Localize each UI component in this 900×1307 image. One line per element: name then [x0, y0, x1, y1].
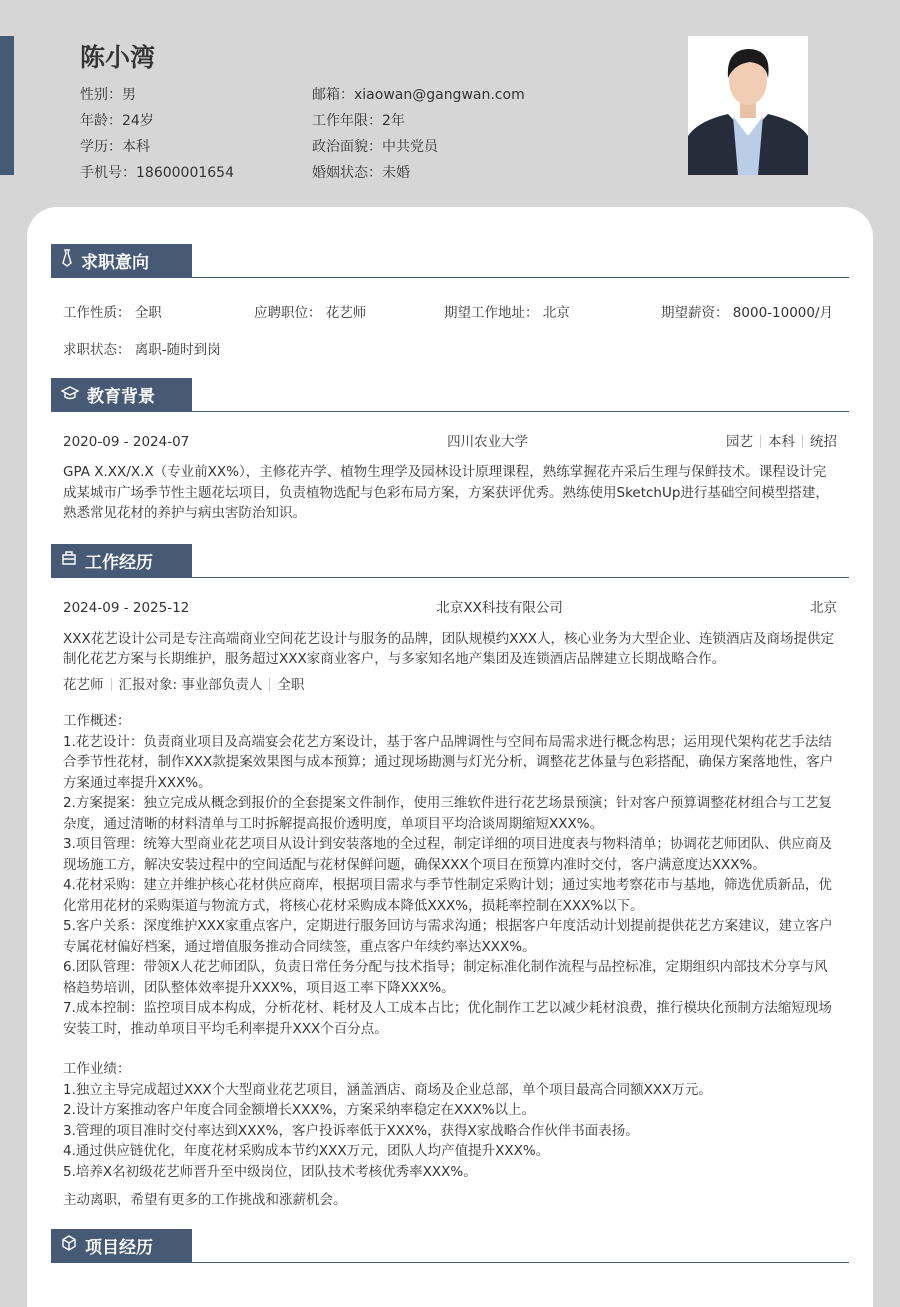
company-intro: XXX花艺设计公司是专注高端商业空间花艺设计与服务的品牌，团队规模约XXX人，核心业务为大型企业、连锁酒店及商场提供定制化花艺方案与长期维护，服务超过XXX家商业客户，与多家知名地产集团及连锁酒店品牌建立长期战略合作。	[63, 630, 834, 667]
achievement-item: 1.独立主导完成超过XXX个大型商业花艺项目，涵盖酒店、商场及企业总部，单个项目最高合同额XXX万元。	[63, 1081, 712, 1098]
section-header-education	[51, 378, 849, 412]
intention-type: 工作性质： 全职	[63, 305, 162, 321]
achievements-title: 工作业绩：	[63, 1061, 131, 1077]
accent-bar	[0, 36, 14, 175]
section-title: 项目经历	[85, 1237, 153, 1258]
intention-location: 期望工作地址： 北京	[444, 305, 570, 321]
section-title: 教育背景	[87, 387, 155, 407]
overview-item: 7.成本控制：监控项目成本构成，分析花材、耗材及人工成本占比；优化制作工艺以减少耗材浪费，推行模块化预制方法缩短现场安装工时，推动单项目平均毛利率提升XXX个百分点。	[63, 1000, 832, 1037]
section-header-project	[51, 1229, 849, 1263]
basic-info-left	[80, 82, 234, 186]
education-period: 2020-09 - 2024-07	[63, 434, 190, 450]
basic-info-right	[312, 82, 525, 186]
education-school: 四川农业大学	[447, 434, 529, 450]
achievement-item: 3.管理的项目准时交付率达到XXX%，客户投诉率低于XXX%，获得X家战略合作伙伴书面表扬。	[63, 1122, 639, 1139]
achievement-item: 4.通过供应链优化，年度花材采购成本节约XXX万元，团队人均产值提升XXX%。	[63, 1143, 550, 1159]
work-city: 北京	[810, 599, 837, 616]
section-title: 工作经历	[85, 552, 153, 573]
overview-item: 5.客户关系：深度维护XXX家重点客户，定期进行服务回访与需求沟通；根据客户年度活动计划提前提供花艺方案建议，建立客户专属花材偏好档案，通过增值服务推动合同续签，重点客户年续约率达XXX%。	[63, 918, 833, 955]
intention-row	[51, 303, 849, 323]
info-phone: 手机号：18600001654	[80, 165, 234, 181]
info-marital: 婚姻状态：未婚	[312, 165, 410, 181]
education-tags: 园艺 本科 统招	[726, 434, 837, 450]
overview-item: 6.团队管理：带领X人花艺师团队，负责日常任务分配与技术指导；制定标准化制作流程与品控标准，定期组织内部技术分享与风格趋势培训，团队整体效率提升XXX%，项目返工率下降XXX%。	[63, 959, 828, 996]
intention-salary: 期望薪资： 8000-10000/月	[661, 305, 834, 321]
work-achievements	[51, 1059, 849, 1182]
education-row	[51, 432, 849, 452]
candidate-name: 陈小湾	[80, 43, 156, 72]
achievement-item: 5.培养X名初级花艺师晋升至中级岗位，团队技术考核优秀率XXX%。	[63, 1163, 477, 1180]
info-political: 政治面貌：中共党员	[312, 139, 438, 155]
education-description: GPA X.XX/X.X（专业前XX%），主修花卉学、植物生理学及园林设计原理课程，熟练掌握花卉采后生理与保鲜技术。课程设计完成某城市广场季节性主题花坛项目，负责植物选配与色彩布局方案，方案获评优秀。熟练使用SketchUp进行基础空间模型搭建，熟悉常见花材的养护与病虫害防治知识。	[63, 464, 829, 521]
intention-status: 求职状态： 离职-随时到岗	[63, 342, 221, 358]
info-email: 邮箱：xiaowan@gangwan.com	[312, 87, 525, 103]
work-row	[51, 598, 849, 618]
overview-item: 3.项目管理：统筹大型商业花艺项目从设计到安装落地的全过程，制定详细的项目进度表与物料清单；协调花艺师团队、供应商及现场施工方，解决安装过程中的空间适配与花材保鲜问题，确保XXX个项目在预算内准时交付，客户满意度达XXX%。	[63, 836, 832, 873]
overview-item: 4.花材采购：建立并维护核心花材供应商库，根据项目需求与季节性制定采购计划；通过实地考察花市与基地，筛选优质新品，优化常用花材的采购渠道与物流方式，将核心花材采购成本降低XXX%，损耗率控制在XXX%以下。	[63, 877, 832, 914]
info-education: 学历：本科	[80, 139, 150, 155]
section-header-intention	[51, 244, 849, 278]
resume-body	[27, 207, 873, 1307]
work-company: 北京XX科技有限公司	[436, 599, 563, 616]
briefcase-icon	[61, 550, 77, 571]
info-gender: 性别：男	[80, 87, 136, 103]
overview-item: 1.花艺设计：负责商业项目及高端宴会花艺方案设计，基于客户品牌调性与空间布局需求进行概念构思；运用现代架构花艺手法结合季节性花材，制作XXX款提案效果图与成本预算；通过现场勘测与灯光分析，调整花艺体量与色彩搭配，确保方案落地性，客户方案通过率提升XXX%。	[63, 733, 834, 791]
cube-icon	[61, 1235, 77, 1256]
graduation-cap-icon	[61, 385, 79, 405]
work-tags: 花艺师 汇报对象: 事业部负责人 全职	[63, 676, 305, 693]
overview-item: 2.方案提案：独立完成从概念到报价的全套提案文件制作，使用三维软件进行花艺场景预演；针对客户预算调整花材组合与工艺复杂度，通过清晰的材料清单与工时拆解提高报价透明度，单项目平均洽谈周期缩短XXX%。	[63, 795, 832, 832]
section-title: 求职意向	[81, 253, 149, 273]
achievement-item: 2.设计方案推动客户年度合同金额增长XXX%，方案采纳率稳定在XXX%以上。	[63, 1102, 536, 1118]
info-years: 工作年限：2年	[312, 113, 405, 129]
overview-title: 工作概述：	[63, 713, 131, 729]
work-period: 2024-09 - 2025-12	[63, 599, 190, 616]
tie-icon	[61, 249, 73, 272]
leave-reason: 主动离职，希望有更多的工作挑战和涨薪机会。	[63, 1192, 347, 1208]
profile-photo	[688, 36, 808, 175]
info-age: 年龄：24岁	[80, 113, 154, 129]
intention-position: 应聘职位： 花艺师	[254, 305, 367, 321]
work-overview	[51, 711, 849, 1039]
section-header-work	[51, 544, 849, 578]
